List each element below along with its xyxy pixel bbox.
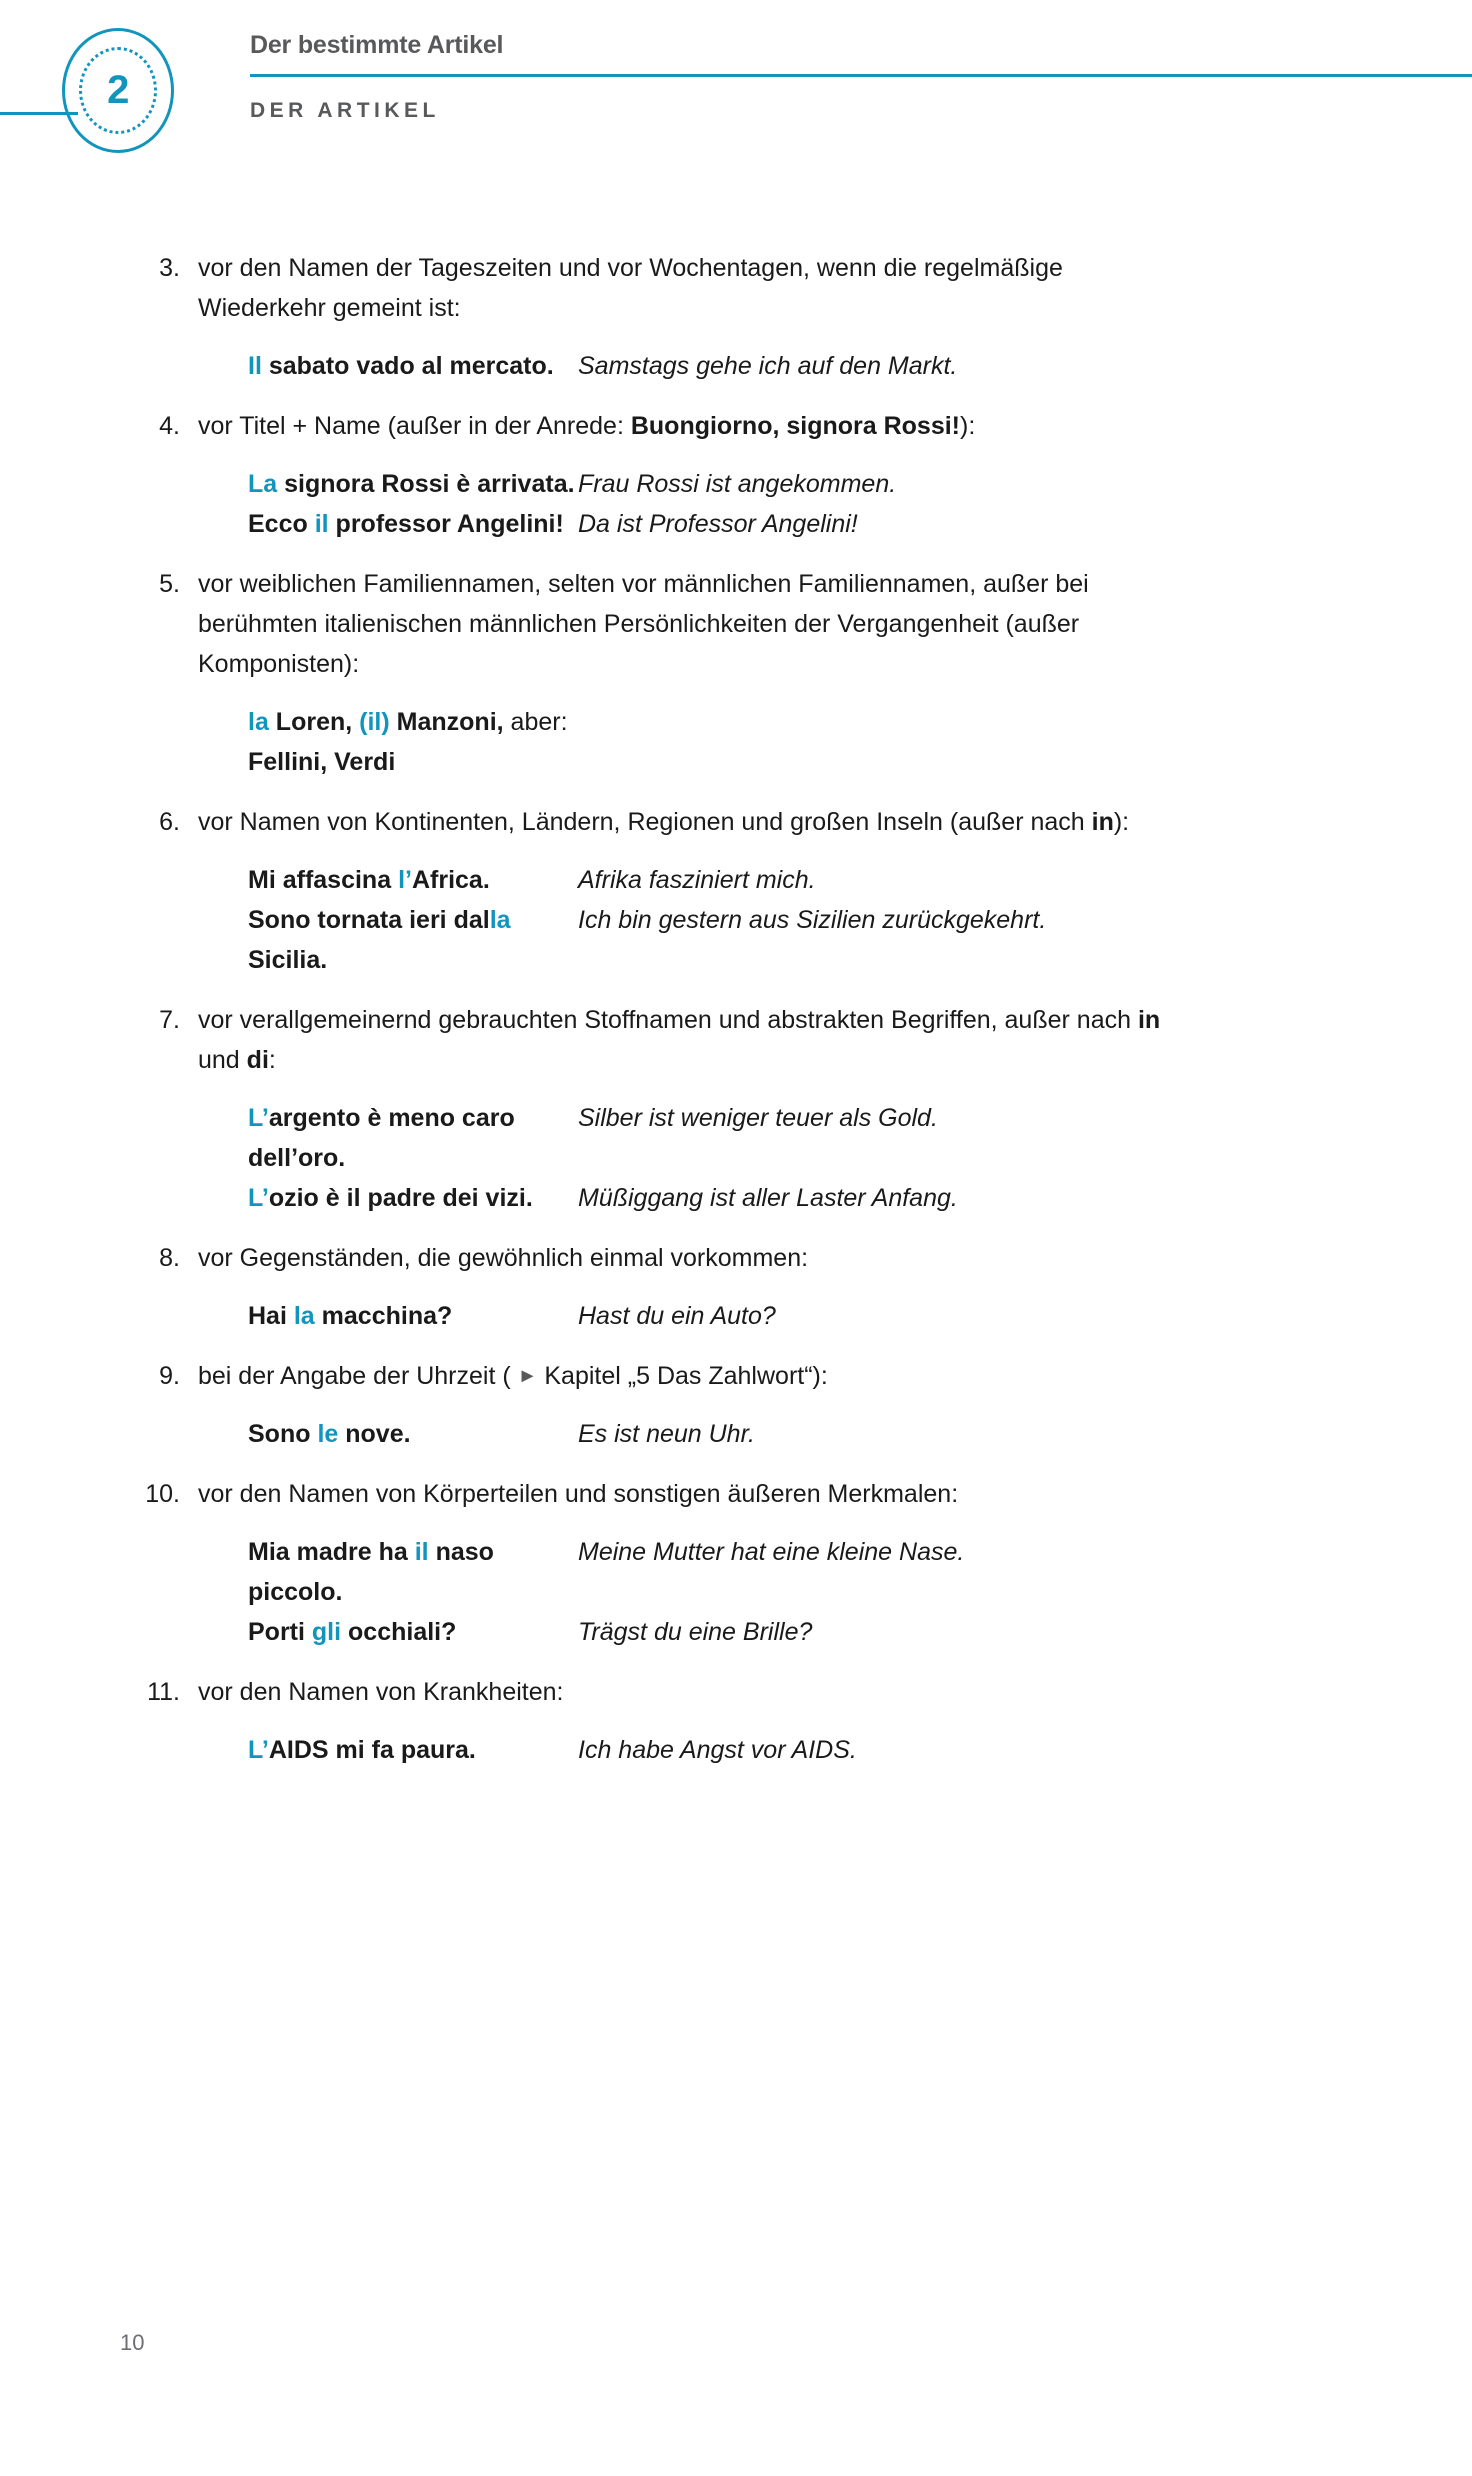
example-italian-bold: Manzoni, (389, 708, 504, 736)
example-italian (248, 1532, 578, 1612)
example-italian-article: il (314, 510, 329, 538)
example-italian-bold: Ecco (248, 510, 315, 538)
example-italian-article: Il (248, 352, 262, 380)
example-block (248, 860, 1472, 980)
rule-item (0, 1000, 1472, 1218)
rule-description (198, 248, 1218, 328)
rule-item (0, 248, 1472, 386)
rule-number: 8. (159, 1244, 180, 1272)
example-row (248, 1178, 1472, 1218)
example-italian-bold: Porti (248, 1618, 312, 1646)
example-italian-bold: occhiali? (341, 1618, 457, 1646)
example-italian-bold: Mia madre ha (248, 1538, 415, 1566)
rule-description-text: vor weiblichen Familiennamen, selten vor männlichen Familiennamen, außer bei berühmten italienischen männlichen Persönlichkeiten der Vergangenheit (außer Komponisten): (198, 570, 1089, 678)
rule-description-text: ): (1113, 808, 1130, 836)
example-block (248, 702, 1472, 782)
rule-description-emphasis: in (1091, 808, 1114, 836)
example-block (248, 1532, 1472, 1652)
example-row (248, 1730, 1472, 1770)
example-italian-article: il (414, 1538, 429, 1566)
example-italian (248, 1730, 578, 1770)
rules-list (0, 248, 1472, 1790)
example-italian-bold: Sono tornata ieri dal (248, 906, 490, 934)
example-row (248, 1098, 1472, 1178)
example-italian (248, 346, 578, 386)
example-italian-bold: argento è meno caro dell’oro. (248, 1104, 515, 1172)
rule-description-text: ): (960, 412, 976, 440)
page-number: 10 (120, 2330, 145, 2355)
example-italian-bold: naso piccolo. (248, 1538, 494, 1606)
rule-description-text: vor verallgemeinernd gebrauchten Stoffnamen und abstrakten Begriffen, außer nach (198, 1006, 1138, 1034)
example-german: Silber ist weniger teuer als Gold. (578, 1104, 938, 1132)
rule-head (0, 406, 1472, 446)
example-italian-bold: ozio è il padre dei vizi. (268, 1184, 533, 1212)
rule-number: 3. (159, 254, 180, 282)
example-german: Frau Rossi ist angekommen. (578, 470, 897, 498)
example-italian-article: la (293, 1302, 315, 1330)
rule-description-text: vor den Namen der Tageszeiten und vor Wochentagen, wenn die regelmäßige Wiederkehr gemeint ist: (198, 254, 1063, 322)
example-italian-article: L’ (248, 1736, 269, 1764)
rule-description (198, 1356, 1218, 1396)
example-italian-bold: Fellini, Verdi (248, 748, 396, 776)
rule-description-text: bei der Angabe der Uhrzeit ( (198, 1362, 518, 1390)
example-italian-article: la (248, 708, 269, 736)
example-german: Ich bin gestern aus Sizilien zurückgekehrt. (578, 906, 1047, 934)
rule-description-text: und (198, 1046, 247, 1074)
rule-head (0, 1356, 1472, 1396)
rule-description-text: : (268, 1046, 276, 1074)
rule-item (0, 1474, 1472, 1652)
example-italian (248, 504, 578, 544)
rule-description (198, 1000, 1218, 1080)
example-italian-bold: AIDS mi fa paura. (268, 1736, 476, 1764)
page-title: Der bestimmte Artikel (250, 31, 504, 59)
example-german: Es ist neun Uhr. (578, 1420, 755, 1448)
rule-number: 11. (147, 1678, 180, 1706)
example-block (248, 1098, 1472, 1218)
header-divider (250, 74, 1472, 77)
example-italian (248, 860, 578, 900)
rule-number: 7. (159, 1006, 180, 1034)
example-italian-article: l’ (398, 866, 412, 894)
example-italian-article: gli (311, 1618, 342, 1646)
example-german: Da ist Professor Angelini! (578, 510, 858, 538)
example-italian-bold: Loren, (268, 708, 360, 736)
rule-number: 10. (145, 1480, 180, 1508)
rule-description-text: vor Gegenständen, die gewöhnlich einmal vorkommen: (198, 1244, 809, 1272)
example-german: Müßiggang ist aller Laster Anfang. (578, 1184, 958, 1212)
example-german: Hast du ein Auto? (578, 1302, 776, 1330)
chapter-badge (62, 28, 174, 153)
rule-description-emphasis: in (1137, 1006, 1161, 1034)
example-german: Trägst du eine Brille? (578, 1618, 813, 1646)
example-italian-bold: Hai (248, 1302, 294, 1330)
example-italian (248, 464, 578, 504)
example-italian (248, 702, 578, 782)
example-row (248, 504, 1472, 544)
rule-description-emphasis: di (246, 1046, 269, 1074)
example-row (248, 702, 1472, 782)
example-italian-bold: Sicilia. (248, 946, 328, 974)
example-german: Ich habe Angst vor AIDS. (578, 1736, 857, 1764)
example-italian-article: La (248, 470, 278, 498)
example-italian (248, 1414, 578, 1454)
section-subtitle: DER ARTIKEL (250, 99, 440, 122)
rule-description (198, 1238, 1218, 1278)
rule-item (0, 1238, 1472, 1336)
rule-number: 4. (159, 412, 180, 440)
rule-head (0, 1474, 1472, 1514)
example-block (248, 1296, 1472, 1336)
rule-description-emphasis: Buongiorno, signora Rossi! (630, 412, 961, 440)
example-italian-article: L’ (248, 1184, 269, 1212)
example-row (248, 464, 1472, 504)
rule-description-text: vor Titel + Name (außer in der Anrede: (198, 412, 631, 440)
example-italian (248, 1178, 578, 1218)
example-italian (248, 1612, 578, 1652)
example-italian-bold: Sono (248, 1420, 318, 1448)
example-italian-bold: signora Rossi è arrivata. (277, 470, 575, 498)
rule-head (0, 1000, 1472, 1080)
example-block (248, 464, 1472, 544)
chapter-pointer-icon: ► (517, 1365, 538, 1387)
example-row (248, 1296, 1472, 1336)
example-italian-bold: sabato vado al mercato. (261, 352, 554, 380)
rule-item (0, 564, 1472, 782)
chapter-number: 2 (107, 68, 129, 112)
rule-description-text: vor den Namen von Körperteilen und sonstigen äußeren Merkmalen: (198, 1480, 959, 1508)
example-italian-article: (il) (359, 708, 390, 736)
example-row (248, 1414, 1472, 1454)
example-italian-bold: nove. (338, 1420, 411, 1448)
rule-description (198, 406, 1218, 446)
example-row (248, 900, 1472, 980)
page-header (0, 0, 1472, 190)
example-italian-article: le (317, 1420, 339, 1448)
rule-item (0, 802, 1472, 980)
example-italian (248, 900, 578, 980)
example-block (248, 346, 1472, 386)
rule-head (0, 1672, 1472, 1712)
rule-item (0, 1672, 1472, 1770)
header-text-block (250, 30, 1472, 123)
example-block (248, 1730, 1472, 1770)
example-row (248, 1532, 1472, 1612)
rule-head (0, 1238, 1472, 1278)
rule-number: 9. (159, 1362, 180, 1390)
example-italian-bold: macchina? (314, 1302, 453, 1330)
rule-head (0, 248, 1472, 328)
example-italian-article: L’ (248, 1104, 269, 1132)
rule-item (0, 406, 1472, 544)
rule-number: 5. (159, 570, 180, 598)
rule-description (198, 1474, 1218, 1514)
example-italian-article: la (489, 906, 511, 934)
rule-description (198, 564, 1218, 684)
rule-description (198, 1672, 1218, 1712)
rule-description-text: vor den Namen von Krankheiten: (198, 1678, 564, 1706)
example-italian-regular: aber: (503, 708, 568, 736)
rule-description-text: Kapitel „5 Das Zahlwort“): (537, 1362, 828, 1390)
rule-number: 6. (159, 808, 180, 836)
example-row (248, 1612, 1472, 1652)
rule-item (0, 1356, 1472, 1454)
rule-head (0, 564, 1472, 684)
example-italian (248, 1098, 578, 1178)
example-block (248, 1414, 1472, 1454)
rule-description-text: vor Namen von Kontinenten, Ländern, Regionen und großen Inseln (außer nach (198, 808, 1092, 836)
example-italian-bold: Africa. (411, 866, 490, 894)
example-german: Samstags gehe ich auf den Markt. (578, 352, 958, 380)
example-german: Afrika fasziniert mich. (578, 866, 816, 894)
rule-head (0, 802, 1472, 842)
example-row (248, 860, 1472, 900)
rule-description (198, 802, 1218, 842)
example-italian-bold: Mi affascina (248, 866, 399, 894)
example-italian (248, 1296, 578, 1336)
example-italian-bold: professor Angelini! (328, 510, 564, 538)
example-row (248, 346, 1472, 386)
example-german: Meine Mutter hat eine kleine Nase. (578, 1538, 965, 1566)
